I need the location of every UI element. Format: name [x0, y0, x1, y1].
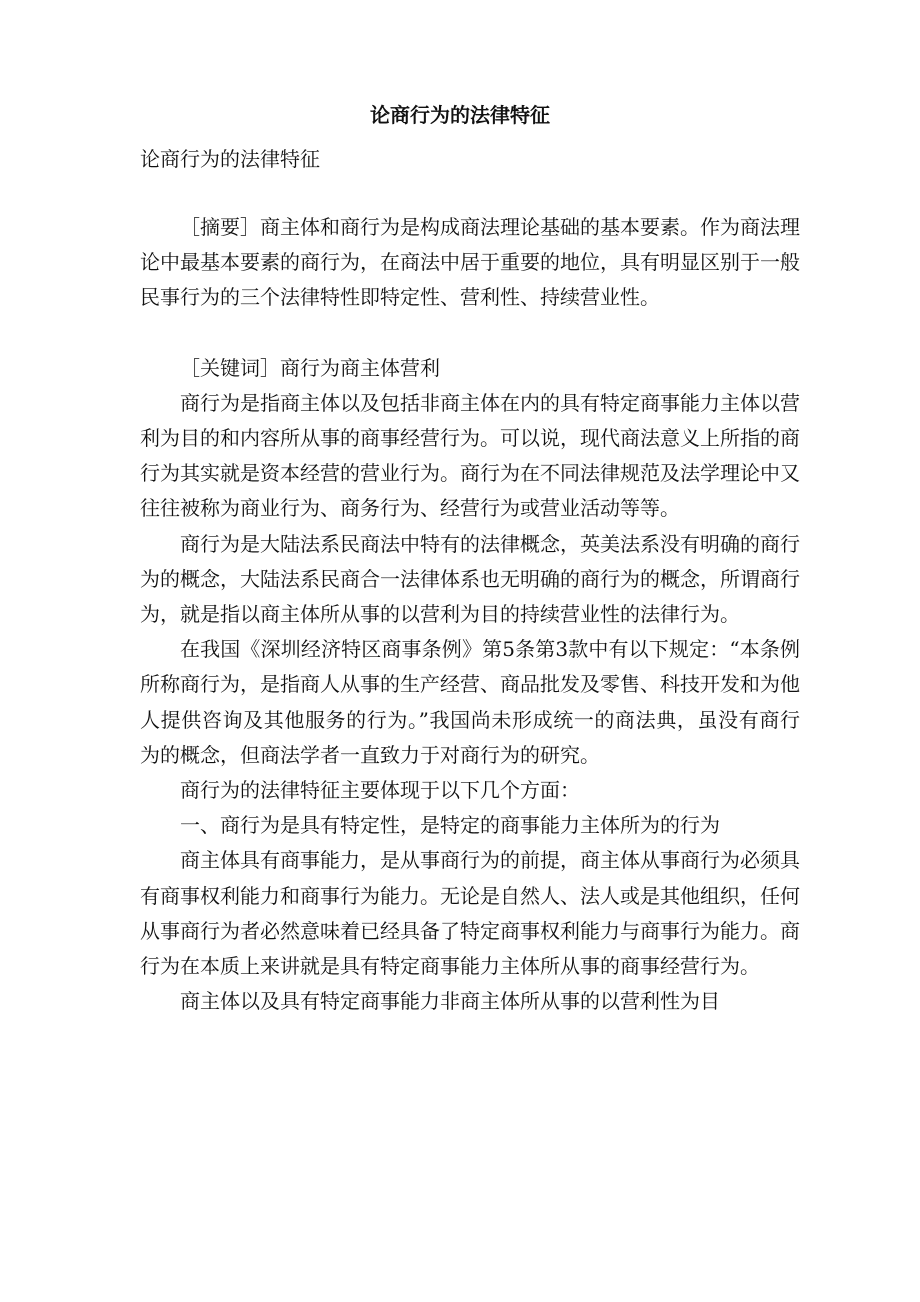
body-paragraph: 商行为是指商主体以及包括非商主体在内的具有特定商事能力主体以营利为目的和内容所从事的商事经营行为。可以说，现代商法意义上所指的商行为其实就是资本经营的营业行为。商行为在不同法律规范及法学理论中又往往被称为商业行为、商务行为、经营行为或营业活动等等。: [140, 390, 800, 521]
section-heading: 一、商行为是具有特定性，是特定的商事能力主体所为的行为: [180, 813, 720, 838]
document-subtitle: 论商行为的法律特征: [140, 147, 320, 171]
document-body: [140, 210, 800, 1019]
body-paragraph: 商行为的法律特征主要体现于以下几个方面：: [180, 778, 580, 803]
keywords-paragraph: ［关键词］商行为商主体营利: [180, 355, 440, 380]
body-paragraph: 在我国《深圳经济特区商事条例》第5条第3款中有以下规定：“本条例所称商行为，是指商人从事的生产经营、商品批发及零售、科技开发和为他人提供咨询及其他服务的行为。”我国尚未形成统一的商法典，虽没有商行为的概念，但商法学者一直致力于对商行为的研究。: [140, 637, 800, 767]
body-paragraph: 商主体具有商事能力，是从事商行为的前提，商主体从事商行为必须具有商事权利能力和商事行为能力。无论是自然人、法人或是其他组织，任何从事商行为者必然意味着已经具备了特定商事权利能力与商事行为能力。商行为在本质上来讲就是具有特定商事能力主体所从事的商事经营行为。: [140, 848, 800, 979]
document-title: 论商行为的法律特征: [370, 103, 550, 127]
body-paragraph: 商行为是大陆法系民商法中特有的法律概念，英美法系没有明确的商行为的概念，大陆法系民商合一法律体系也无明确的商行为的概念，所谓商行为，就是指以商主体所从事的以营利为目的持续营业性的法律行为。: [140, 531, 800, 627]
abstract-paragraph: ［摘要］商主体和商行为是构成商法理论基础的基本要素。作为商法理论中最基本要素的商行为，在商法中居于重要的地位，具有明显区别于一般民事行为的三个法律特性即特定性、营利性、持续营业性。: [140, 215, 800, 310]
body-paragraph: 商主体以及具有特定商事能力非商主体所从事的以营利性为目: [180, 989, 720, 1014]
